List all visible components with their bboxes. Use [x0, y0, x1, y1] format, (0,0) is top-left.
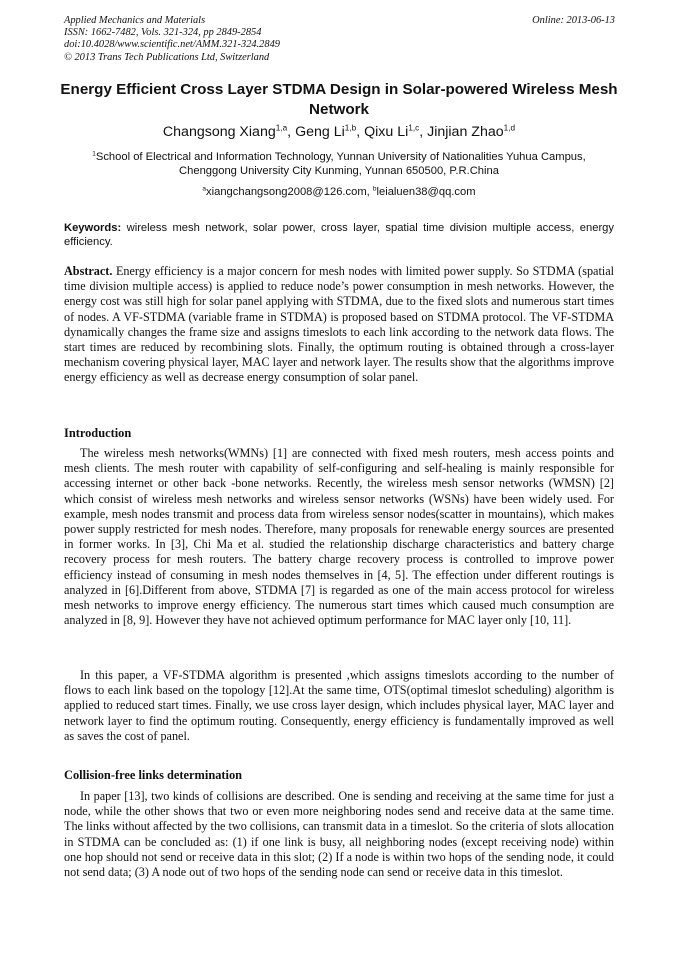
author-name: Qixu Li — [364, 124, 409, 140]
author-list — [40, 122, 638, 142]
paragraph: In this paper, a VF-STDMA algorithm is presented ,which assigns timeslots according to the number of flows to each link based on the topology [12].At the same time, OTS(optimal timeslot scheduling) algorithm is applied to reduced start times. Finally, we use cross layer design, which includes physical layer, MAC layer and network layer to find the optimum routing. Consequently, energy efficiency is fundamentally improved as well as saves the cost of panel. — [64, 668, 614, 743]
author — [364, 124, 427, 140]
author-separator: , — [287, 124, 296, 140]
author-sup: 1,a — [275, 123, 288, 133]
author-sup: 1,d — [503, 123, 516, 133]
abstract-text: Energy efficiency is a major concern for mesh nodes with limited power supply. So STDMA (spatial time division multiple access) is applied to reduce node’s power consumption in mesh networks. However, the energy cost was still high for solar panel applying with STDMA, due to the fixed slots and numerous start times of nodes. A VF-STDMA (variable frame in STDMA) is proposed based on STDMA protocol. The VF-STDMA dynamically changes the frame size and assigns timeslots to each link according to the network data flows. The start times are reduced by recombining slots. Finally, the optimum routing is obtained through a cross-layer mechanism covering physical layer, MAC layer and network layer. The results show that the algorithms improve energy efficiency as well as decrease energy consumption of solar panel. — [64, 264, 615, 385]
affiliation-text: School of Electrical and Information Technology, Yunnan University of Nationalities Yuhua Campus, Chenggong University City Kunming, Yunnan 650500, P.R.China — [95, 151, 586, 178]
affiliation-sup: 1 — [92, 150, 96, 158]
email-address[interactable]: xiangchangsong2008@126.com — [206, 186, 367, 198]
issn-line: ISSN: 1662-7482, Vols. 321-324, pp 2849-2854 — [64, 27, 262, 39]
email-sup: a — [202, 185, 207, 193]
author-sup: 1,b — [344, 123, 357, 133]
paper-title: Energy Efficient Cross Layer STDMA Design in Solar-powered Wireless Mesh Network — [60, 81, 618, 118]
section-heading-introduction: Introduction — [64, 426, 132, 440]
keywords-label: Keywords: — [64, 222, 122, 234]
email-address[interactable]: leialuen38@qq.com — [376, 186, 476, 198]
author — [427, 124, 515, 140]
paragraph: The wireless mesh networks(WMNs) [1] are connected with fixed mesh routers, mesh access points and mesh clients. The mesh router with capability of self-configuring and self-healing is mainly responsible for accessing internet or other back -bone networks. Recently, the wireless mesh sensor networks (WMSN) [2] which consist of wireless mesh networks and wireless sensor networks (WSNs) have been widely used. For example, mesh nodes transmit and process data from wireless sensor nodes(scatter in mountains), which makes power supply restricted for mesh nodes. Therefore, many proposals for renewable energy sources are presented in former works. In [3], Chi Ma et al. studied the relationship discharge characteristics and battery charge recovery process for mesh routers. The battery charge recovery process is controlled to improve power efficiency instead of consuming in mesh nodes themselves in [4, 5]. The effection under different routings is analyzed in [6].Different from above, STDMA [7] is regarded as one of the main access protocol for wireless mesh networks to improve energy efficiency. The numerous start times which caused much consumption are analyzed in [8, 9]. However they have not achieved optimum performance for MAC layer only [10, 11]. — [64, 446, 614, 628]
section-heading-collision-free-links: Collision-free links determination — [64, 768, 243, 782]
journal-name: Applied Mechanics and Materials — [64, 15, 206, 26]
keywords — [64, 221, 614, 250]
online-date: Online: 2013-06-13 — [532, 15, 615, 26]
author-separator: , — [356, 124, 365, 140]
copyright-line: © 2013 Trans Tech Publications Ltd, Switzerland — [64, 51, 270, 63]
email-separator: , — [366, 186, 373, 198]
keywords-text: wireless mesh network, solar power, cross layer, spatial time division multiple access, energy efficiency. — [64, 222, 614, 249]
doi-line[interactable]: doi:10.4028/www.scientific.net/AMM.321-324.2849 — [64, 39, 280, 51]
journal-header — [64, 15, 280, 64]
author-name: Geng Li — [295, 124, 345, 140]
author — [163, 124, 295, 140]
abstract-label: Abstract. — [64, 264, 113, 278]
author — [295, 124, 364, 140]
author-sup: 1,c — [408, 123, 420, 133]
affiliation — [66, 150, 612, 178]
abstract — [64, 264, 614, 386]
paragraph: In paper [13], two kinds of collisions are described. One is sending and receiving at the same time for just a node, while the other shows that two or even more neighboring nodes send and receive data at the same time. The links without affected by the two collisions, can transmit data in a timeslot. So the criteria of slots allocation in STDMA can be concluded as: (1) if one link is busy, all neighboring nodes (except receiving node) within one hop should not send or receive data in this slot; (2) If a node is within two hops of the sending node, it could not send data; (3) A node out of two hops of the sending node can send or receive data in this timeslot. — [64, 789, 614, 880]
author-separator: , — [419, 124, 428, 140]
email-line — [56, 185, 622, 199]
author-name: Jinjian Zhao — [427, 124, 504, 140]
author-name: Changsong Xiang — [162, 124, 276, 140]
email-sup: b — [372, 185, 377, 193]
